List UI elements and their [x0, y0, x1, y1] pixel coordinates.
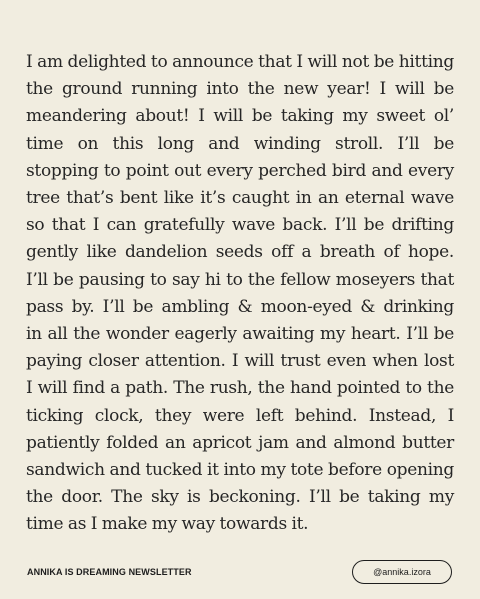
- post-line: the door. The sky is beckoning. I’ll be taking my: [26, 487, 454, 508]
- handle-label: @annika.izora: [373, 567, 431, 577]
- post-line: time as I make my way towards it.: [26, 514, 309, 535]
- post-body: [26, 49, 454, 539]
- post-line: pass by. I’ll be ambling & moon-eyed & drinking: [26, 296, 454, 317]
- post-line: gently like dandelion seeds off a breath of hope.: [26, 242, 454, 263]
- post-line: ticking clock, they were left behind. Instead, I: [26, 405, 454, 426]
- post-line: in all the wonder eagerly awaiting my heart. I’ll be: [26, 324, 454, 345]
- post-line: I’ll be pausing to say hi to the fellow moseyers that: [26, 269, 454, 290]
- post-line: tree that’s bent like it’s caught in an eternal wave: [26, 188, 454, 209]
- post-line: the ground running into the new year! I will be: [26, 79, 454, 100]
- post-line: patiently folded an apricot jam and almond butter: [26, 432, 454, 453]
- post-line: so that I can gratefully wave back. I’ll be drifting: [26, 215, 454, 236]
- post-line: paying closer attention. I will trust even when lost: [26, 351, 454, 372]
- post-line: time on this long and winding stroll. I’ll be: [26, 133, 454, 154]
- handle-pill[interactable]: [352, 560, 452, 584]
- post-line: sandwich and tucked it into my tote before opening: [26, 460, 454, 481]
- post-line: stopping to point out every perched bird and every: [26, 160, 454, 181]
- post-line: meandering about! I will be taking my sweet ol’: [26, 106, 454, 127]
- post-line: I will find a path. The rush, the hand pointed to the: [26, 378, 454, 399]
- newsletter-brand: ANNIKA IS DREAMING NEWSLETTER: [27, 567, 192, 577]
- post-line: I am delighted to announce that I will not be hitting: [26, 52, 454, 72]
